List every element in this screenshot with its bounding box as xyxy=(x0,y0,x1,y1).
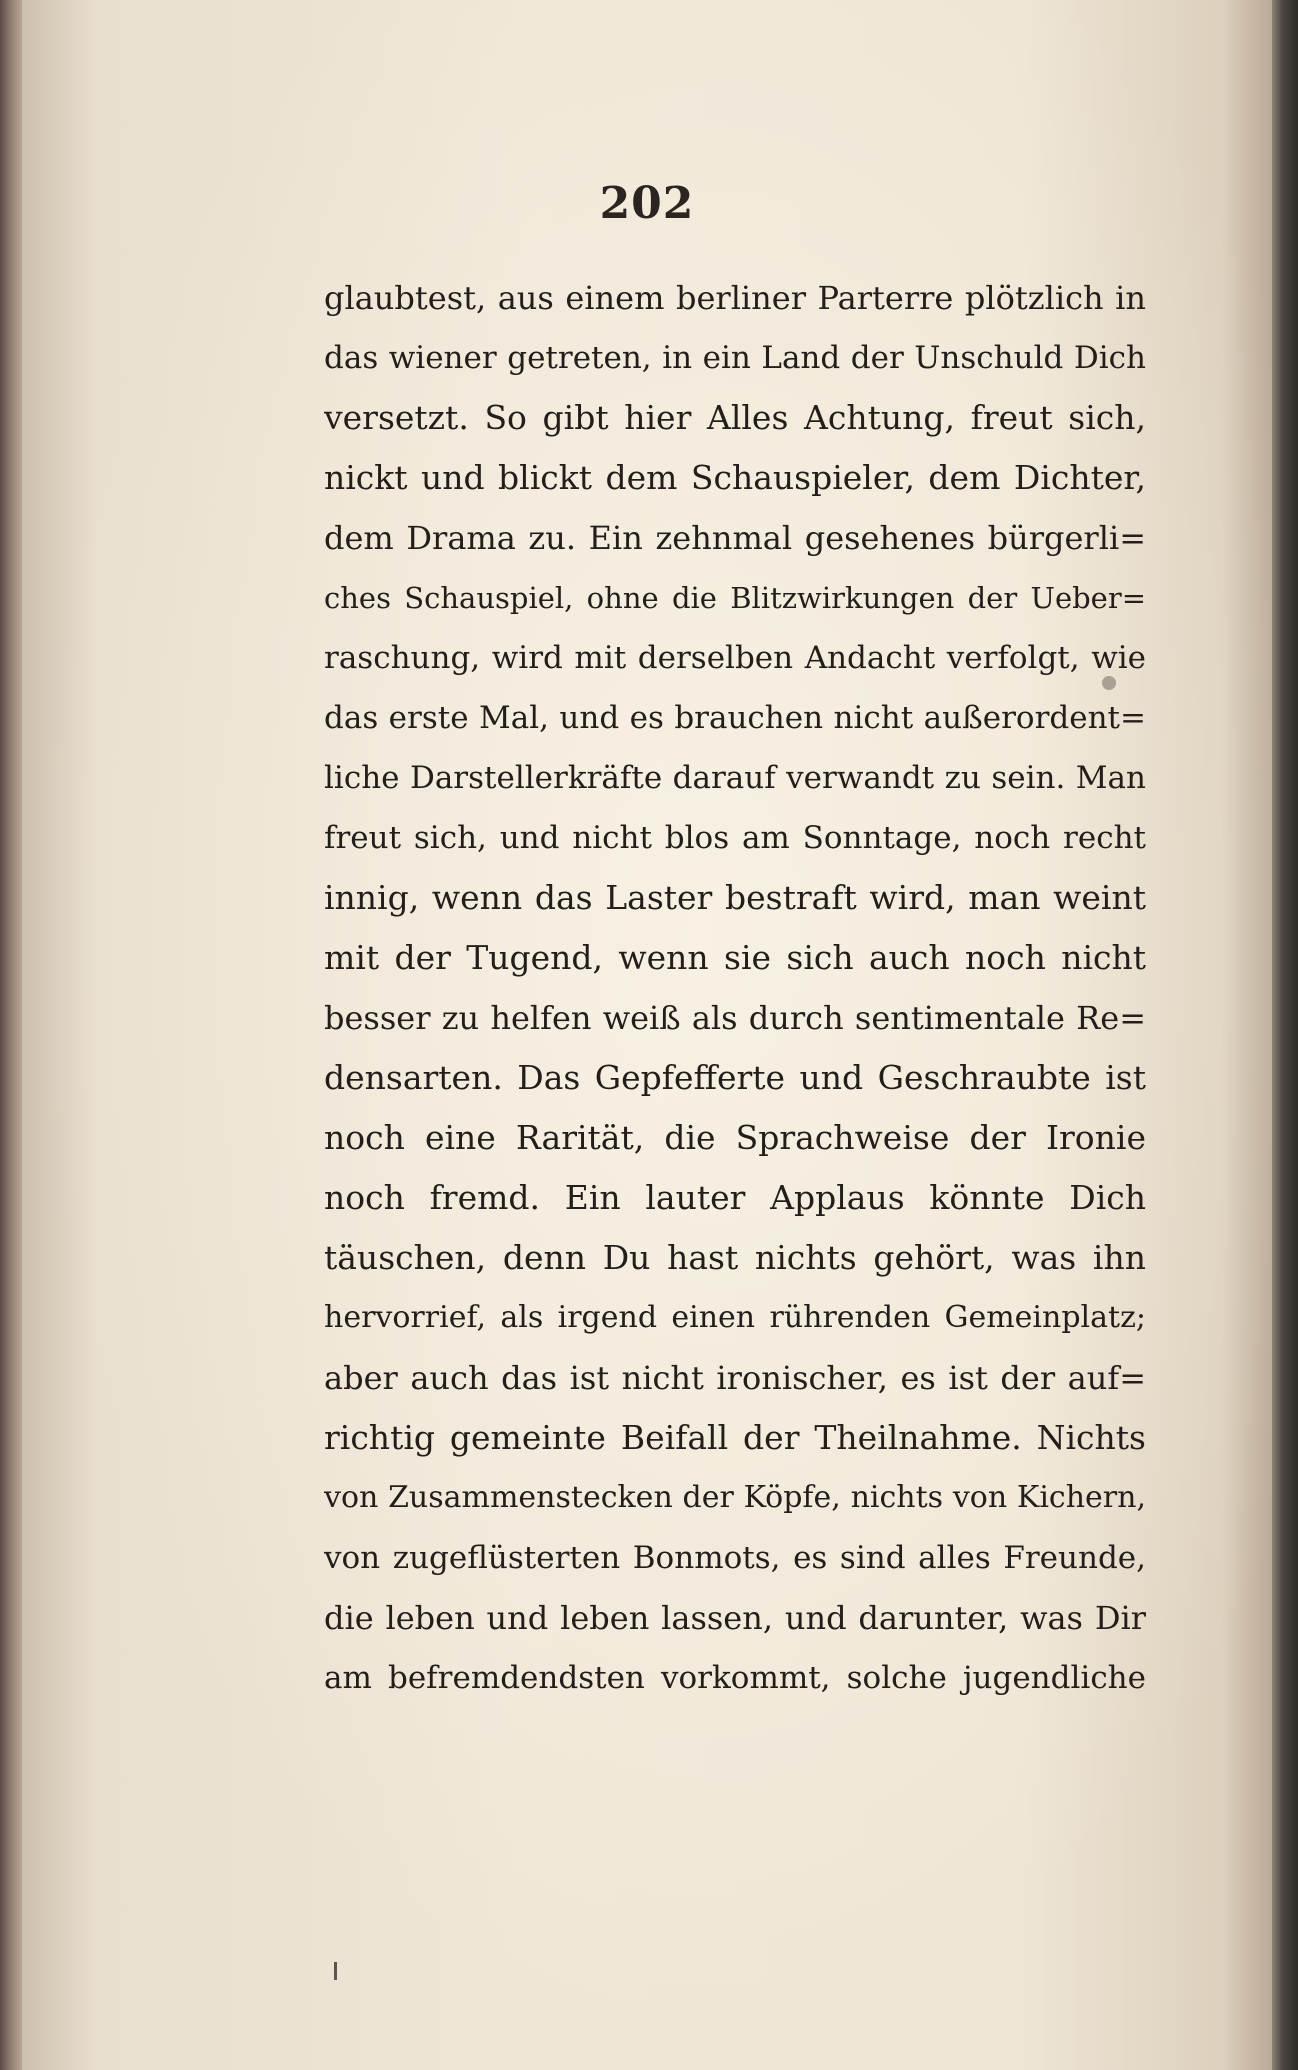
text-line: besser zu helfen weiß als durch sentimentale Re= xyxy=(324,999,1146,1037)
text-line: freut sich, und nicht blos am Sonntage, noch recht xyxy=(324,820,1146,856)
text-line: raschung, wird mit derselben Andacht verfolgt, wie xyxy=(324,640,1146,676)
book-edge-left xyxy=(0,0,22,2070)
text-line: ches Schauspiel, ohne die Blitzwirkungen der Ueber= xyxy=(324,581,1146,615)
text-line: nickt und blickt dem Schauspieler, dem Dichter, xyxy=(324,458,1146,497)
text-line: versetzt. So gibt hier Alles Achtung, freut sich, xyxy=(324,398,1146,437)
text-line: noch fremd. Ein lauter Applaus könnte Dich xyxy=(324,1178,1146,1217)
text-line: noch eine Rarität, die Sprachweise der Ironie xyxy=(324,1118,1146,1157)
text-line: densarten. Das Gepfefferte und Geschraubte ist xyxy=(324,1058,1146,1097)
text-line: dem Drama zu. Ein zehnmal gesehenes bürgerli= xyxy=(324,519,1146,557)
ink-mark xyxy=(334,1962,337,1980)
text-line: täuschen, denn Du hast nichts gehört, was ihn xyxy=(324,1238,1146,1277)
text-line: aber auch das ist nicht ironischer, es ist der auf= xyxy=(324,1359,1146,1397)
book-page xyxy=(22,0,1272,2070)
body-text xyxy=(324,268,1146,1708)
text-line: liche Darstellerkräfte darauf verwandt zu sein. Man xyxy=(324,760,1146,796)
text-line: innig, wenn das Laster bestraft wird, man weint xyxy=(324,878,1146,917)
book-edge-right xyxy=(1272,0,1298,2070)
text-line: hervorrief, als irgend einen rührenden Gemeinplatz; xyxy=(324,1300,1146,1335)
text-line: mit der Tugend, wenn sie sich auch noch nicht xyxy=(324,938,1146,977)
text-line: am befremdendsten vorkommt, solche jugendliche xyxy=(324,1660,1146,1696)
text-line: von Zusammenstecken der Köpfe, nichts von Kichern, xyxy=(324,1480,1146,1515)
page-number: 202 xyxy=(599,178,695,229)
paper-spot xyxy=(1102,676,1116,690)
text-line: die leben und leben lassen, und darunter, was Dir xyxy=(324,1599,1146,1637)
text-line: von zugeflüsterten Bonmots, es sind alles Freunde, xyxy=(324,1540,1146,1576)
text-line: das erste Mal, und es brauchen nicht außerordent= xyxy=(324,700,1146,736)
text-line: das wiener getreten, in ein Land der Unschuld Dich xyxy=(324,340,1146,376)
text-line: richtig gemeinte Beifall der Theilnahme. Nichts xyxy=(324,1418,1146,1457)
text-line: glaubtest, aus einem berliner Parterre plötzlich in xyxy=(324,279,1146,317)
